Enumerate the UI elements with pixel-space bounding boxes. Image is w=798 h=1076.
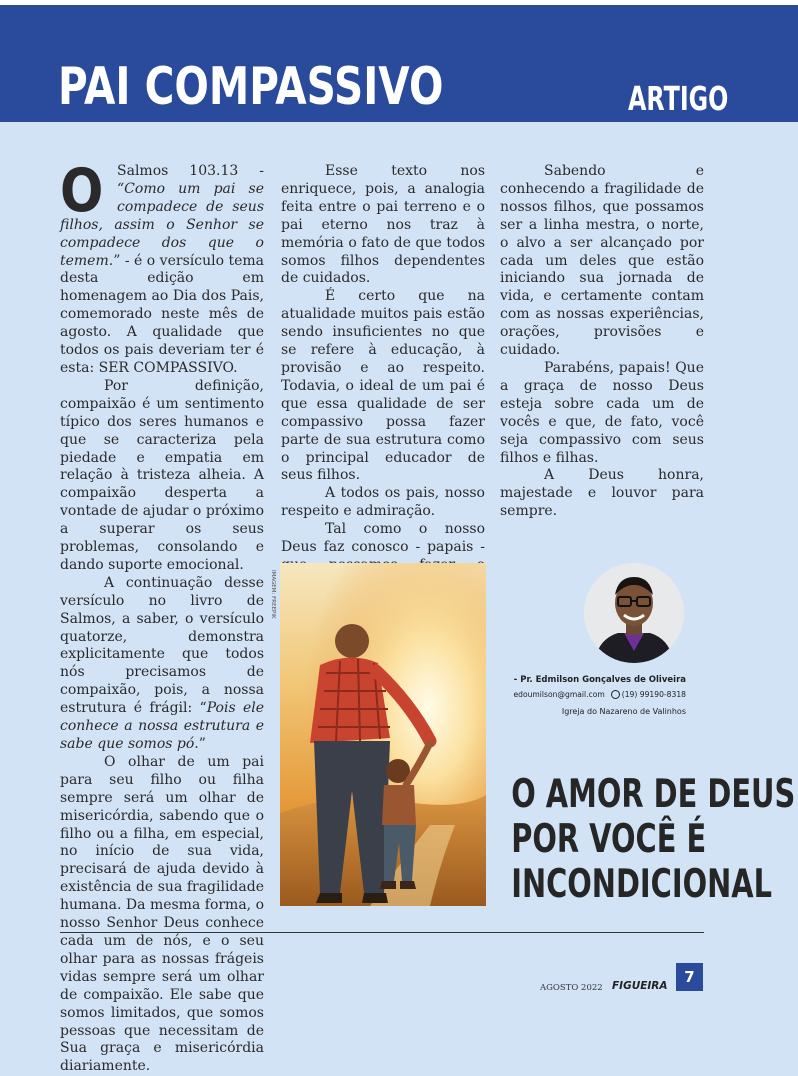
author-portrait	[584, 563, 684, 663]
page-number: 7	[676, 963, 703, 991]
italic-quote: “Como um pai se compadece de seus filhos, assim o Senhor se compadece dos que o temem.	[60, 180, 264, 269]
slogan-line-1: O AMOR DE DEUS	[511, 772, 796, 817]
text-run: Sabendo e conhecendo a fragilidade de nossos filhos, que possamos ser a linha mestra, o norte, o alvo a ser alcançado por cada um deles que estão iniciando sua jornada de vida, e certamente contam com as nossas experiências, orações, provisões e cuidado.	[500, 163, 704, 359]
col3-paragraph	[500, 360, 704, 467]
page-title: PAI COMPASSIVO	[58, 57, 444, 117]
col1-paragraph	[60, 754, 264, 1076]
father-child-illustration	[280, 563, 486, 906]
article-column-3	[500, 163, 704, 521]
author-avatar	[584, 563, 684, 663]
column-1-text	[60, 156, 265, 1076]
author-name: - Pr. Edmilson Gonçalves de Oliveira	[513, 675, 686, 685]
issue-date: AGOSTO 2022	[540, 983, 603, 993]
image-credit	[268, 570, 278, 630]
col2-paragraph	[281, 163, 485, 288]
magazine-brand: FIGUEIRA	[612, 980, 668, 992]
column-2-text	[281, 163, 485, 611]
text-run: A continuação desse versículo no livro de Salmos, a saber, o versículo quatorze, demonstra explicitamente que todos nós precisamos de compaixão, pois, a nossa estrutura é frágil: “	[60, 574, 264, 717]
column-3-text	[500, 163, 704, 521]
author-email[interactable]: edoumilson@gmail.com	[513, 690, 605, 699]
whatsapp-icon	[611, 690, 620, 699]
slogan-line-2: POR VOCÊ É	[511, 817, 707, 862]
text-run: ” - é o versículo tema desta edição em homenagem ao Dia dos Pais, comemorado neste mês de agosto. A qualidade que todos os pais deveriam ter é esta: SER COMPASSIVO.	[60, 252, 264, 376]
text-run: Parabéns, papais! Que a graça de nosso Deus esteja sobre cada um de vocês e que, de fato, você seja compassivo com seus filhos e filhas.	[500, 359, 704, 466]
text-run: É certo que na atualidade muitos pais estão sendo insuficientes no que se refere à educação, à provisão e ao respeito. Todavia, o ideal de um pai é que essa qualidade de ser compassivo possa fazer parte de sua estrutura como o principal educador de seus filhos.	[281, 288, 485, 484]
author-phone[interactable]: (19) 99190-8318	[621, 690, 686, 699]
col3-paragraph	[500, 467, 704, 521]
text-run: A Deus honra, majestade e louvor para sempre.	[500, 467, 704, 520]
author-church: Igreja do Nazareno de Valinhos	[561, 707, 686, 716]
author-contact	[490, 690, 686, 699]
text-run: Salmos 103.13 -	[117, 163, 264, 179]
text-run: Por definição, compaixão é um sentimento típico dos seres humanos e que se caracteriza pela piedade e empatia em relação à tristeza alheia. A compaixão desperta a vontade de ajudar o próximo a superar os seus problemas, consolando e dando suporte emocional.	[60, 377, 264, 573]
drop-cap: O	[60, 156, 104, 226]
text-run: .”	[194, 736, 206, 752]
text-run: Tal como o nosso Deus faz conosco - papais -	[281, 521, 485, 556]
col3-paragraph	[500, 163, 704, 360]
text-run: O olhar de um pai para seu filho ou filha sempre será um olhar de misericórdia, sabendo que o filho ou a filha, em especial, no início de sua vida, precisará de ajuda devido à existência de sua fragilidade humana. Da mesma forma, o nosso Senhor Deus conhece cada um de nós, e o seu olhar para as nossas frágeis vidas sempre será um olhar de compaixão. Ele sabe que somos limitados, que somos pessoas que necessitam de Sua graça e misericórdia diariamente.	[60, 753, 265, 1075]
article-column-2	[281, 163, 485, 611]
col2-paragraph	[281, 288, 485, 485]
slogan-line-3: INCONDICIONAL	[511, 862, 772, 907]
image-credit-text: IMAGEM: FREEPIK	[270, 570, 276, 619]
article-column-1	[60, 156, 265, 1076]
section-label: ARTIGO	[628, 79, 729, 118]
father-child-photo	[280, 563, 486, 906]
col2-paragraph	[281, 485, 485, 521]
header-banner	[0, 5, 798, 122]
italic-quote: Pois ele conhece a nossa estrutura e sabe que somos pó	[60, 700, 264, 752]
col1-paragraph	[60, 378, 264, 575]
slogan	[511, 772, 796, 907]
footer-rule	[60, 932, 704, 933]
text-run: A todos os pais, nosso respeito e admiração.	[281, 485, 485, 520]
col1-paragraph	[60, 575, 264, 754]
text-run: Esse texto nos enriquece, pois, a analogia feita entre o pai terreno e o pai eterno nos traz à memória o fato de que todos somos filhos dependentes de cuidados.	[281, 163, 485, 287]
